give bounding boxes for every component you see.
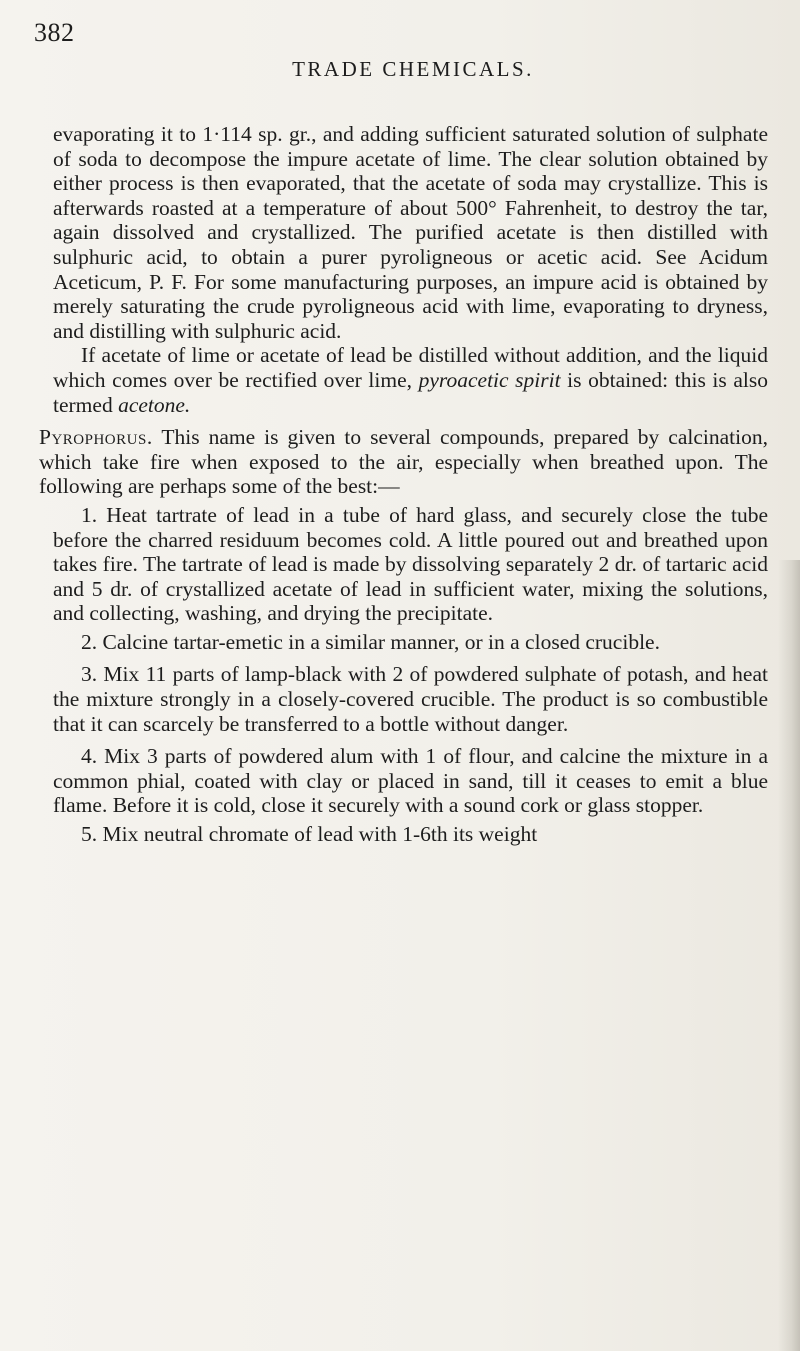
paragraph-acetone	[53, 343, 768, 417]
body-text	[39, 122, 768, 847]
page-number: 382	[34, 18, 75, 47]
entry-text: This name is given to several compounds, prepared by calcination, which take fire when exposed to the air, especially when breathed upon. The following are perhaps some of the best:—	[39, 425, 768, 499]
term-acetone: acetone.	[118, 392, 191, 417]
term-pyroacetic-spirit: pyroacetic spirit	[418, 367, 561, 392]
paragraph-continuation: evaporating it to 1·114 sp. gr., and adding sufficient saturated solution of sulphate of soda to decompose the impure acetate of lime. The clear solution obtained by either process is then evaporated, that the acetate of soda may crystallize. This is afterwards roasted at a temperature of about 500° Fahrenheit, to destroy the tar, again dissolved and crystallized. The purified acetate is then distilled with sulphuric acid, to obtain a purer pyroligneous or acetic acid. See Acidum Aceticum, P. F. For some manufacturing purposes, an impure acid is obtained by merely saturating the crude pyroligneous acid with lime, evaporating to dryness, and distilling with sulphuric acid.	[53, 122, 768, 343]
list-item-2: 2. Calcine tartar-emetic in a similar manner, or in a closed crucible.	[81, 629, 660, 654]
running-head: TRADE CHEMICALS.	[292, 57, 534, 81]
acetone-text: If acetate of lime or acetate of lead be distilled without addition, and the liquid which comes over be rectified over lime,	[53, 343, 768, 392]
list-item-5: 5. Mix neutral chromate of lead with 1-6th its weight	[81, 822, 538, 847]
entry-pyrophorus	[39, 425, 768, 499]
list-item-3: 3. Mix 11 parts of lamp-black with 2 of powdered sulphate of potash, and heat the mixture strongly in a closely-covered crucible. The product is so combustible that it can scarcely be transferred to a bottle without danger.	[53, 662, 768, 736]
list-item-4: 4. Mix 3 parts of powdered alum with 1 of flour, and calcine the mixture in a common phial, coated with clay or placed in sand, till it ceases to emit a blue flame. Before it is cold, close it securely with a sound cork or glass stopper.	[53, 744, 768, 818]
page-edge-shadow	[778, 560, 800, 1351]
acetone-text-mid: is obtained: this is also termed	[53, 367, 768, 417]
list-item-1: 1. Heat tartrate of lead in a tube of hard glass, and securely close the tube before the charred residuum becomes cold. A little poured out and breathed upon takes fire. The tartrate of lead is made by dissolving separately 2 dr. of tartaric acid and 5 dr. of crystallized acetate of lead in sufficient water, mixing the solutions, and collecting, washing, and drying the precipitate.	[53, 502, 768, 626]
entry-heading: Pyrophorus.	[39, 425, 153, 450]
